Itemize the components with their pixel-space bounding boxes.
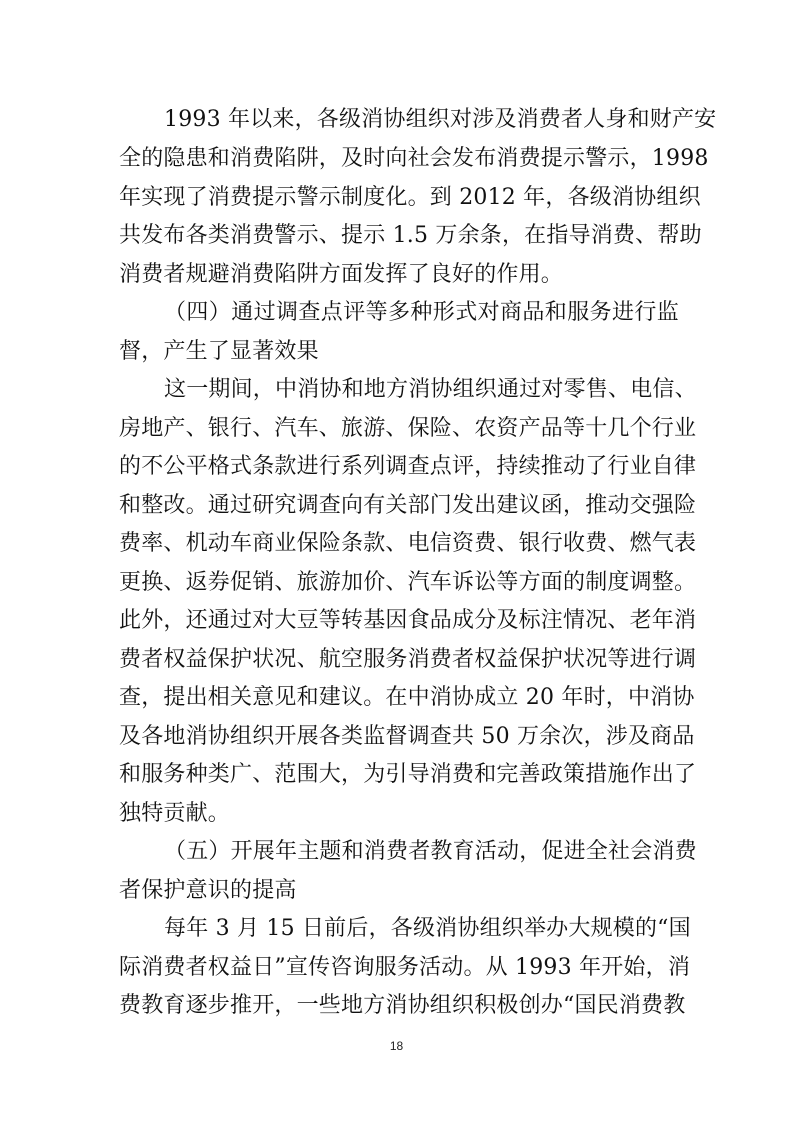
paragraph-line: 费者权益保护状况、航空服务消费者权益保护状况等进行调 [119, 647, 697, 672]
paragraph-line: 每年 3 月 15 日前后，各级消协组织举办大规模的“国 [164, 916, 691, 941]
paragraph-line: 际消费者权益日”宣传咨询服务活动。从 1993 年开始，消 [119, 955, 691, 980]
paragraph-line: 及各地消协组织开展各类监督调查共 50 万余次，涉及商品 [119, 724, 695, 749]
paragraph-line: 这一期间，中消协和地方消协组织通过对零售、电信、 [164, 377, 697, 402]
paragraph-line: 房地产、银行、汽车、旅游、保险、农资产品等十几个行业 [119, 416, 697, 441]
paragraph-line: 年实现了消费提示警示制度化。到 2012 年，各级消协组织 [119, 185, 701, 210]
section-heading-line: 者保护意识的提高 [119, 878, 297, 903]
paragraph-line: 独特贡献。 [119, 801, 231, 826]
paragraph-line: 消费者规避消费陷阱方面发挥了良好的作用。 [119, 262, 564, 287]
paragraph-line: 和整改。通过研究调查向有关部门发出建议函，推动交强险 [119, 493, 697, 518]
paragraph-line: 全的隐患和消费陷阱，及时向社会发布消费提示警示，1998 [119, 146, 709, 171]
paragraph-line: 费教育逐步推开，一些地方消协组织积极创办“国民消费教 [119, 993, 686, 1018]
paragraph-line: 此外，还通过对大豆等转基因食品成分及标注情况、老年消 [119, 608, 697, 633]
paragraph-line: 1993 年以来，各级消协组织对涉及消费者人身和财产安 [164, 107, 717, 132]
paragraph-line: 更换、返券促销、旅游加价、汽车诉讼等方面的制度调整。 [119, 570, 697, 595]
section-heading-line: （五）开展年主题和消费者教育活动，促进全社会消费 [164, 839, 697, 864]
paragraph-line: 费率、机动车商业保险条款、电信资费、银行收费、燃气表 [119, 531, 697, 556]
section-heading-line: （四）通过调查点评等多种形式对商品和服务进行监 [164, 300, 679, 325]
page-number: 18 [389, 1039, 404, 1053]
paragraph-line: 和服务种类广、范围大，为引导消费和完善政策措施作出了 [119, 762, 697, 787]
paragraph-line: 查，提出相关意见和建议。在中消协成立 20 年时，中消协 [119, 685, 695, 710]
section-heading-line: 督，产生了显著效果 [119, 339, 319, 364]
paragraph-line: 的不公平格式条款进行系列调查点评，持续推动了行业自律 [119, 454, 697, 479]
paragraph-line: 共发布各类消费警示、提示 1.5 万余条，在指导消费、帮助 [119, 223, 702, 248]
